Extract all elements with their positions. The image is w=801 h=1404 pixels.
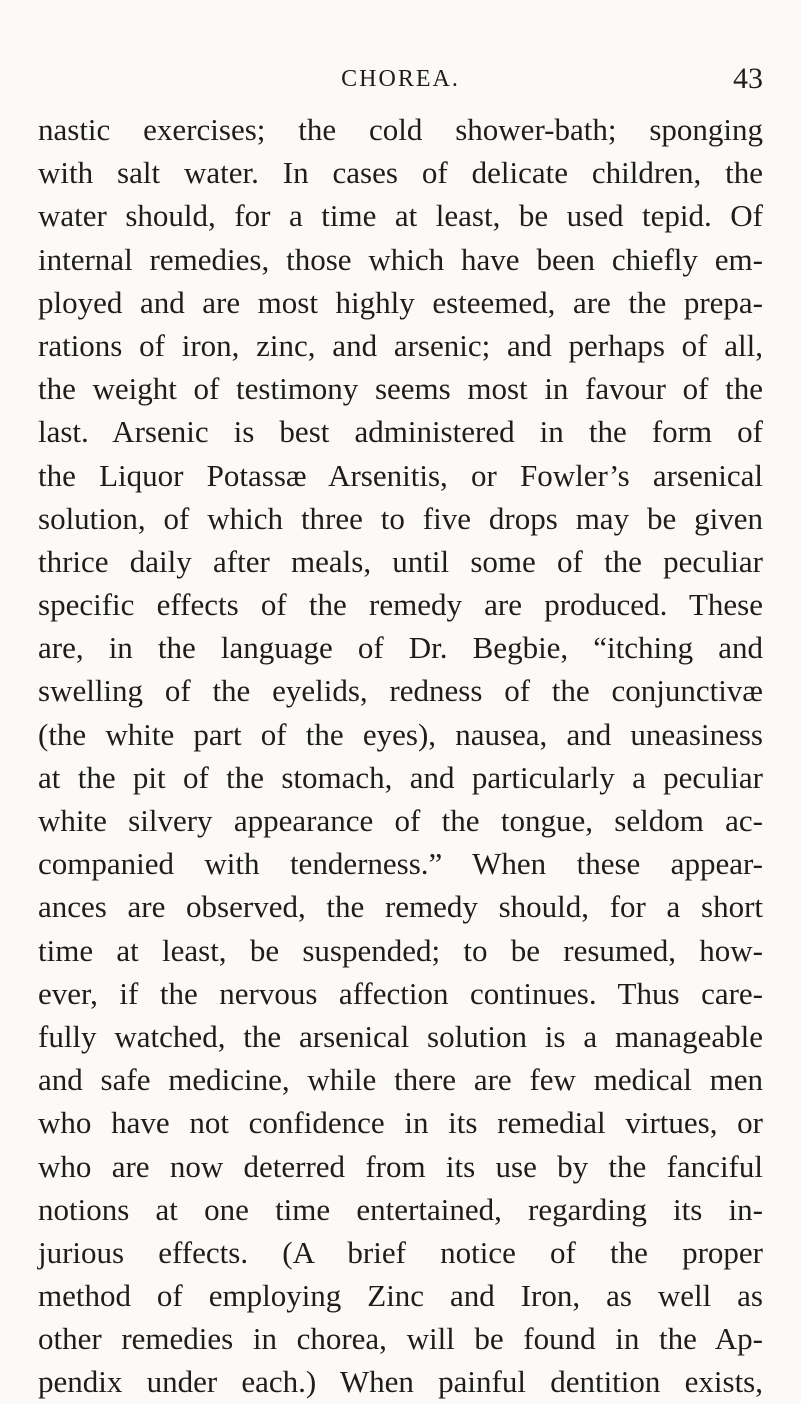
text-line: fully watched, the arsenical solution is a manageable	[38, 1018, 763, 1054]
body-text	[38, 108, 763, 1404]
text-line: with salt water. In cases of delicate children, the	[38, 155, 763, 191]
text-line: time at least, be suspended; to be resumed, how-	[38, 932, 763, 968]
text-line: ever, if the nervous affection continues. Thus care-	[38, 975, 763, 1011]
text-line: internal remedies, those which have been chiefly em-	[38, 241, 763, 277]
text-line: water should, for a time at least, be used tepid. Of	[38, 198, 763, 234]
text-line: ances are observed, the remedy should, for a short	[38, 889, 763, 925]
text-line: companied with tenderness.” When these appear-	[38, 846, 763, 882]
text-line: white silvery appearance of the tongue, seldom ac-	[38, 803, 763, 838]
text-line: (the white part of the eyes), nausea, and uneasiness	[38, 716, 763, 752]
running-head	[38, 62, 763, 102]
page-number: 43	[733, 62, 763, 95]
text-line: the Liquor Potassæ Arsenitis, or Fowler’s arsenical	[38, 457, 763, 493]
text-line: notions at one time entertained, regarding its in-	[38, 1191, 763, 1227]
text-line: method of employing Zinc and Iron, as well as	[38, 1278, 763, 1314]
text-line: specific effects of the remedy are produced. These	[38, 587, 763, 623]
text-line: at the pit of the stomach, and particularly a peculiar	[38, 759, 763, 795]
text-line: rations of iron, zinc, and arsenic; and perhaps of all,	[38, 327, 763, 363]
text-line: jurious effects. (A brief notice of the proper	[38, 1234, 763, 1270]
text-line: nastic exercises; the cold shower-bath; sponging	[38, 112, 763, 147]
text-line: last. Arsenic is best administered in the form of	[38, 414, 763, 450]
text-line: pendix under each.) When painful dentition exists,	[38, 1364, 763, 1400]
text-line: the weight of testimony seems most in favour of the	[38, 371, 763, 407]
text-line: are, in the language of Dr. Begbie, “itching and	[38, 630, 763, 666]
text-line: solution, of which three to five drops may be given	[38, 500, 763, 536]
text-line: who have not confidence in its remedial virtues, or	[38, 1105, 763, 1141]
text-line: ployed and are most highly esteemed, are the prepa-	[38, 284, 763, 320]
text-line: thrice daily after meals, until some of the peculiar	[38, 543, 763, 579]
text-line: swelling of the eyelids, redness of the conjunctivæ	[38, 673, 763, 709]
text-line: other remedies in chorea, will be found in the Ap-	[38, 1321, 763, 1357]
text-line: and safe medicine, while there are few medical men	[38, 1062, 763, 1098]
text-line: who are now deterred from its use by the fanciful	[38, 1148, 763, 1184]
running-title: CHOREA.	[341, 66, 460, 92]
